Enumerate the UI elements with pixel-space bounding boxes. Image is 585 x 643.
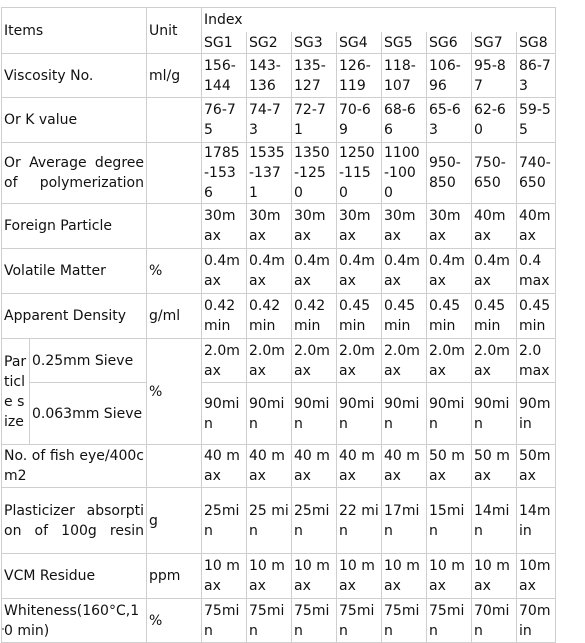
table-row (2, 383, 556, 445)
row-item-label: Foreign Particle (2, 204, 147, 249)
table-row (2, 98, 556, 143)
value-cell: 750-650 (472, 143, 517, 204)
value-cell: 40 max (202, 445, 247, 488)
value-cell: 106-96 (427, 54, 472, 98)
value-cell: 90min (292, 383, 337, 445)
value-cell: 14min (472, 488, 517, 554)
value-cell: 30max (202, 204, 247, 249)
row-item-label: Plasticizer absorption of 100g resin (2, 488, 147, 554)
value-cell: 40 max (247, 445, 292, 488)
row-unit: g (147, 488, 202, 554)
grade-header: SG2 (247, 32, 292, 54)
value-cell: 135-127 (292, 54, 337, 98)
value-cell: 10 max (382, 554, 427, 599)
value-cell: 90min (517, 383, 556, 445)
value-cell: 90min (427, 383, 472, 445)
value-cell: 0.4max (202, 249, 247, 294)
table-row (2, 54, 556, 98)
value-cell: 10 max (337, 554, 382, 599)
value-cell: 143-136 (247, 54, 292, 98)
value-cell: 90min (382, 383, 427, 445)
value-cell: 0.45 min (472, 294, 517, 339)
table-row (2, 339, 556, 383)
value-cell: 950-850 (427, 143, 472, 204)
value-cell: 75min (202, 599, 247, 643)
value-cell: 65-63 (427, 98, 472, 143)
value-cell: 90min (202, 383, 247, 445)
value-cell: 0.4max (247, 249, 292, 294)
value-cell: 30max (337, 204, 382, 249)
value-cell: 50 max (472, 445, 517, 488)
row-item-label: Or K value (2, 98, 147, 143)
value-cell: 14min (517, 488, 556, 554)
value-cell: 30max (292, 204, 337, 249)
value-cell: 126-119 (337, 54, 382, 98)
value-cell: 0.45 min (427, 294, 472, 339)
table-row (2, 294, 556, 339)
value-cell: 0.42min (247, 294, 292, 339)
value-cell: 40max (472, 204, 517, 249)
value-cell: 95-87 (472, 54, 517, 98)
value-cell: 50 max (427, 445, 472, 488)
value-cell: 118-107 (382, 54, 427, 98)
value-cell: 1100-1000 (382, 143, 427, 204)
value-cell: 2.0max (292, 339, 337, 383)
value-cell: 25min (292, 488, 337, 554)
value-cell: 25 min (247, 488, 292, 554)
value-cell: 0.42min (292, 294, 337, 339)
header-unit: Unit (147, 8, 202, 54)
value-cell: 10 max (472, 554, 517, 599)
value-cell: 0.4max (472, 249, 517, 294)
row-item-label: 0.063mm Sieve (30, 383, 147, 445)
table-row (2, 204, 556, 249)
row-unit (147, 204, 202, 249)
value-cell: 70min (517, 599, 556, 643)
value-cell: 0.4max (382, 249, 427, 294)
value-cell: 70min (472, 599, 517, 643)
value-cell: 40 max (382, 445, 427, 488)
value-cell: 75min (427, 599, 472, 643)
table-row (2, 249, 556, 294)
grade-header: SG6 (427, 32, 472, 54)
value-cell: 10 max (247, 554, 292, 599)
table-row (2, 445, 556, 488)
value-cell: 30max (382, 204, 427, 249)
value-cell: 15min (427, 488, 472, 554)
value-cell: 17min (382, 488, 427, 554)
value-cell: 2.0max (247, 339, 292, 383)
value-cell: 30max (247, 204, 292, 249)
grade-header: SG3 (292, 32, 337, 54)
value-cell: 50max (517, 445, 556, 488)
value-cell: 0.45min (382, 294, 427, 339)
row-unit (147, 98, 202, 143)
row-unit: ml/g (147, 54, 202, 98)
value-cell: 2.0max (427, 339, 472, 383)
grade-header: SG4 (337, 32, 382, 54)
row-item-label: Volatile Matter (2, 249, 147, 294)
value-cell: 86-73 (517, 54, 556, 98)
grade-header: SG7 (472, 32, 517, 54)
value-cell: 0.4max (427, 249, 472, 294)
table-row (2, 599, 556, 643)
spec-table (1, 7, 556, 643)
value-cell: 22 min (337, 488, 382, 554)
row-unit: % (147, 339, 202, 445)
value-cell: 0.4max (292, 249, 337, 294)
value-cell: 2.0max (337, 339, 382, 383)
row-unit: % (147, 599, 202, 643)
value-cell: 90min (472, 383, 517, 445)
value-cell: 40 max (337, 445, 382, 488)
row-item-label: Apparent Density (2, 294, 147, 339)
row-group-label: Particle size (2, 339, 30, 445)
row-item-label: 0.25mm Sieve (30, 339, 147, 383)
grade-header: SG8 (517, 32, 556, 54)
value-cell: 40 max (292, 445, 337, 488)
value-cell: 40max (517, 204, 556, 249)
value-cell: 0.4max (517, 249, 556, 294)
header-items: Items (2, 8, 147, 54)
value-cell: 72-71 (292, 98, 337, 143)
value-cell: 0.42min (202, 294, 247, 339)
value-cell: 70-69 (337, 98, 382, 143)
table-row (2, 143, 556, 204)
value-cell: 90min (247, 383, 292, 445)
value-cell: 1535-1371 (247, 143, 292, 204)
value-cell: 30max (427, 204, 472, 249)
row-unit: ppm (147, 554, 202, 599)
value-cell: 76-75 (202, 98, 247, 143)
row-item-label: Whiteness(160°C,10 min) (2, 599, 147, 643)
value-cell: 2.0max (517, 339, 556, 383)
value-cell: 90min (337, 383, 382, 445)
row-unit (147, 445, 202, 488)
value-cell: 2.0max (202, 339, 247, 383)
value-cell: 2.0max (382, 339, 427, 383)
value-cell: 10 max (292, 554, 337, 599)
value-cell: 10 max (427, 554, 472, 599)
table-body (2, 8, 556, 643)
grade-header: SG1 (202, 32, 247, 54)
value-cell: 75min (292, 599, 337, 643)
value-cell: 2.0max (472, 339, 517, 383)
value-cell: 25min (202, 488, 247, 554)
row-item-label: VCM Residue (2, 554, 147, 599)
row-unit (147, 143, 202, 204)
value-cell: 10 max (202, 554, 247, 599)
value-cell: 1785-1536 (202, 143, 247, 204)
value-cell: 75min (247, 599, 292, 643)
divider-mark (2, 628, 4, 630)
value-cell: 0.45min (337, 294, 382, 339)
table-row (2, 554, 556, 599)
row-unit: g/ml (147, 294, 202, 339)
value-cell: 75min (382, 599, 427, 643)
grade-header: SG5 (382, 32, 427, 54)
value-cell: 156-144 (202, 54, 247, 98)
row-unit: % (147, 249, 202, 294)
value-cell: 75min (337, 599, 382, 643)
value-cell: 59-55 (517, 98, 556, 143)
row-item-label: No. of fish eye/400cm2 (2, 445, 147, 488)
value-cell: 1250-1150 (337, 143, 382, 204)
value-cell: 740-650 (517, 143, 556, 204)
table-row (2, 488, 556, 554)
value-cell: 0.45 min (517, 294, 556, 339)
value-cell: 10max (517, 554, 556, 599)
header-index: Index (202, 8, 556, 32)
row-item-label: Viscosity No. (2, 54, 147, 98)
value-cell: 1350-1250 (292, 143, 337, 204)
value-cell: 74-73 (247, 98, 292, 143)
value-cell: 62-60 (472, 98, 517, 143)
value-cell: 68-66 (382, 98, 427, 143)
row-item-label: Or Average degree of polymerization (2, 143, 147, 204)
value-cell: 0.4max (337, 249, 382, 294)
